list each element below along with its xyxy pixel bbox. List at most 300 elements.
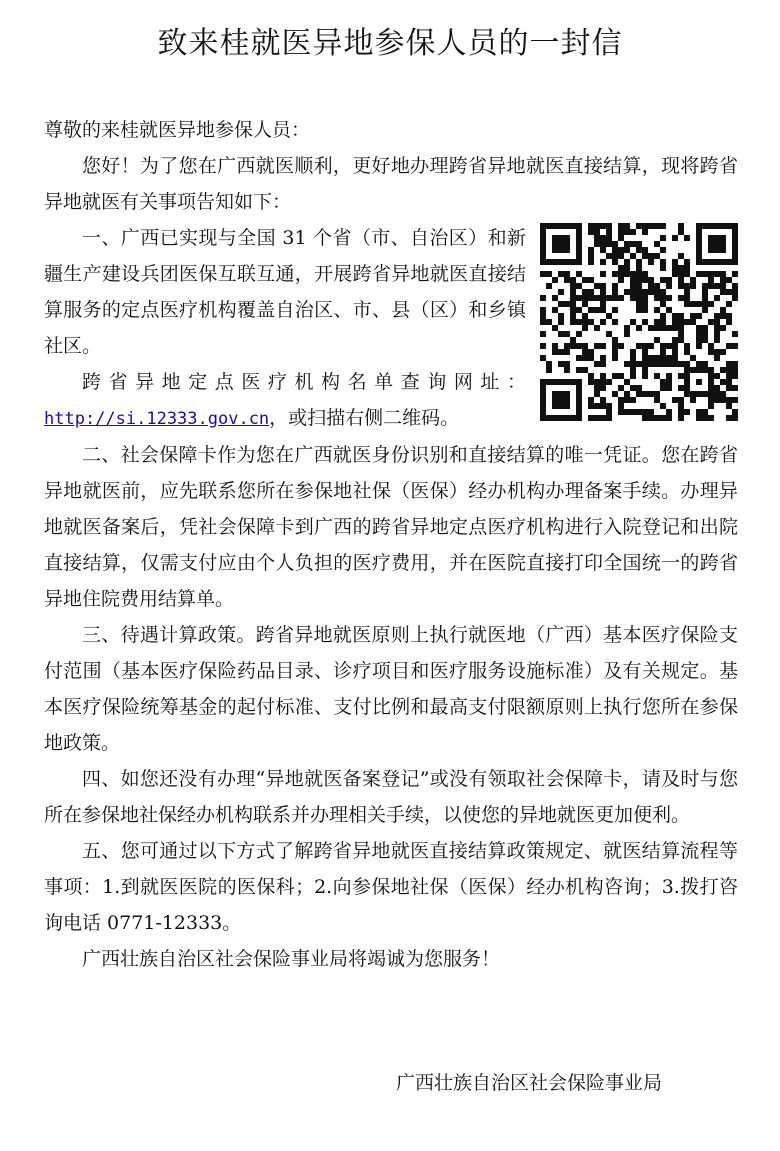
qr-module bbox=[666, 361, 672, 367]
qr-module bbox=[612, 349, 618, 355]
qr-module bbox=[552, 397, 558, 403]
qr-module bbox=[624, 271, 630, 277]
qr-module bbox=[732, 289, 738, 295]
qr-module bbox=[660, 235, 666, 241]
qr-module bbox=[708, 271, 714, 277]
qr-module bbox=[588, 355, 594, 361]
qr-module bbox=[594, 325, 600, 331]
intro-paragraph: 您好！为了您在广西就医顺利，更好地办理跨省异地就医直接结算，现将跨省异地就医有关事项告知如下： bbox=[44, 155, 738, 213]
qr-module bbox=[552, 295, 558, 301]
qr-module bbox=[678, 277, 684, 283]
qr-module bbox=[678, 283, 684, 289]
qr-module bbox=[582, 277, 588, 283]
qr-module bbox=[696, 253, 702, 259]
qr-module bbox=[540, 385, 546, 391]
qr-module bbox=[648, 253, 654, 259]
qr-module bbox=[540, 379, 546, 385]
qr-module bbox=[726, 289, 732, 295]
qr-module bbox=[636, 385, 642, 391]
qr-module bbox=[630, 397, 636, 403]
qr-module bbox=[636, 325, 642, 331]
qr-module bbox=[654, 397, 660, 403]
qr-module bbox=[696, 301, 702, 307]
qr-module bbox=[636, 343, 642, 349]
qr-module bbox=[594, 391, 600, 397]
qr-module bbox=[612, 319, 618, 325]
qr-module bbox=[630, 271, 636, 277]
qr-module bbox=[576, 319, 582, 325]
qr-code-graphic bbox=[540, 223, 738, 421]
qr-module bbox=[714, 271, 720, 277]
qr-module bbox=[636, 409, 642, 415]
qr-module bbox=[600, 361, 606, 367]
qr-module bbox=[714, 373, 720, 379]
qr-module bbox=[714, 313, 720, 319]
qr-module bbox=[702, 409, 708, 415]
qr-module bbox=[720, 379, 726, 385]
qr-module bbox=[648, 409, 654, 415]
qr-module bbox=[702, 391, 708, 397]
qr-module bbox=[570, 259, 576, 265]
qr-module bbox=[690, 277, 696, 283]
qr-module bbox=[564, 247, 570, 253]
qr-module bbox=[714, 241, 720, 247]
qr-module bbox=[690, 355, 696, 361]
qr-module bbox=[690, 391, 696, 397]
qr-module bbox=[600, 343, 606, 349]
qr-module bbox=[648, 325, 654, 331]
qr-module bbox=[630, 283, 636, 289]
qr-module bbox=[702, 259, 708, 265]
qr-module bbox=[690, 367, 696, 373]
qr-module bbox=[624, 379, 630, 385]
qr-module bbox=[558, 313, 564, 319]
qr-module bbox=[720, 235, 726, 241]
qr-module bbox=[678, 319, 684, 325]
qr-module bbox=[708, 403, 714, 409]
qr-module bbox=[672, 271, 678, 277]
qr-module bbox=[576, 397, 582, 403]
qr-module bbox=[672, 313, 678, 319]
qr-module bbox=[540, 319, 546, 325]
qr-module bbox=[612, 241, 618, 247]
qr-module bbox=[570, 337, 576, 343]
qr-module bbox=[636, 271, 642, 277]
qr-module bbox=[624, 331, 630, 337]
qr-module bbox=[696, 259, 702, 265]
qr-module bbox=[726, 403, 732, 409]
qr-module bbox=[552, 391, 558, 397]
qr-module bbox=[672, 355, 678, 361]
qr-module bbox=[726, 343, 732, 349]
qr-module bbox=[666, 343, 672, 349]
qr-module bbox=[684, 289, 690, 295]
qr-module bbox=[594, 343, 600, 349]
qr-module bbox=[588, 277, 594, 283]
qr-module bbox=[540, 397, 546, 403]
qr-module bbox=[696, 337, 702, 343]
qr-module bbox=[612, 343, 618, 349]
qr-module bbox=[726, 277, 732, 283]
qr-module bbox=[726, 397, 732, 403]
qr-module bbox=[660, 247, 666, 253]
qr-module bbox=[732, 367, 738, 373]
qr-module bbox=[648, 283, 654, 289]
qr-module bbox=[624, 223, 630, 229]
item-4-paragraph: 四、如您还没有办理“异地就医备案登记”或没有领取社会保障卡，请及时与您所在参保地社保经办机构联系并办理相关手续，以使您的异地就医更加便利。 bbox=[44, 768, 738, 826]
qr-module bbox=[660, 295, 666, 301]
qr-module bbox=[654, 415, 660, 421]
qr-module bbox=[696, 223, 702, 229]
qr-module bbox=[558, 391, 564, 397]
query-url-link[interactable]: http://si.12333.gov.cn bbox=[44, 409, 270, 429]
qr-module bbox=[564, 391, 570, 397]
qr-module bbox=[684, 319, 690, 325]
qr-module bbox=[660, 343, 666, 349]
qr-module bbox=[660, 403, 666, 409]
qr-module bbox=[564, 259, 570, 265]
qr-module bbox=[678, 361, 684, 367]
qr-module bbox=[564, 349, 570, 355]
qr-module bbox=[576, 367, 582, 373]
qr-module bbox=[618, 373, 624, 379]
qr-module bbox=[642, 295, 648, 301]
qr-module bbox=[630, 229, 636, 235]
qr-module bbox=[678, 415, 684, 421]
qr-module bbox=[600, 283, 606, 289]
qr-module bbox=[672, 397, 678, 403]
qr-module bbox=[714, 319, 720, 325]
qr-module bbox=[600, 247, 606, 253]
qr-module bbox=[702, 307, 708, 313]
qr-module bbox=[630, 289, 636, 295]
qr-module bbox=[546, 367, 552, 373]
qr-module bbox=[648, 415, 654, 421]
qr-module bbox=[546, 271, 552, 277]
qr-module bbox=[702, 283, 708, 289]
qr-module bbox=[624, 241, 630, 247]
qr-module bbox=[708, 343, 714, 349]
qr-module bbox=[714, 259, 720, 265]
qr-module bbox=[648, 343, 654, 349]
qr-module bbox=[582, 367, 588, 373]
qr-module bbox=[702, 415, 708, 421]
qr-module bbox=[588, 349, 594, 355]
item-1-paragraph: 一、广西已实现与全国 31 个省（市、自治区）和新疆生产建设兵团医保互联互通，开展跨省异地就医直接结算服务的定点医疗机构覆盖自治区、市、县（区）和乡镇社区。 bbox=[44, 227, 526, 357]
qr-module bbox=[546, 361, 552, 367]
qr-module bbox=[642, 301, 648, 307]
qr-module bbox=[702, 331, 708, 337]
qr-module bbox=[636, 295, 642, 301]
qr-module bbox=[600, 223, 606, 229]
qr-module bbox=[660, 325, 666, 331]
qr-module bbox=[624, 409, 630, 415]
qr-module bbox=[678, 295, 684, 301]
qr-code-icon[interactable] bbox=[540, 223, 738, 421]
qr-module bbox=[552, 403, 558, 409]
qr-module bbox=[648, 361, 654, 367]
qr-module bbox=[576, 295, 582, 301]
qr-module bbox=[594, 307, 600, 313]
qr-module bbox=[558, 349, 564, 355]
qr-module bbox=[600, 397, 606, 403]
qr-module bbox=[582, 295, 588, 301]
qr-module bbox=[666, 295, 672, 301]
qr-module bbox=[582, 343, 588, 349]
qr-module bbox=[642, 367, 648, 373]
qr-module bbox=[576, 391, 582, 397]
qr-module bbox=[600, 301, 606, 307]
qr-module bbox=[654, 325, 660, 331]
qr-module bbox=[732, 229, 738, 235]
qr-module bbox=[558, 235, 564, 241]
qr-module bbox=[642, 229, 648, 235]
qr-module bbox=[540, 295, 546, 301]
qr-module bbox=[654, 373, 660, 379]
qr-module bbox=[618, 295, 624, 301]
qr-module bbox=[702, 361, 708, 367]
qr-module bbox=[642, 289, 648, 295]
qr-module bbox=[576, 403, 582, 409]
qr-module bbox=[552, 223, 558, 229]
qr-module bbox=[696, 379, 702, 385]
qr-module bbox=[732, 415, 738, 421]
qr-module bbox=[684, 361, 690, 367]
qr-module bbox=[612, 373, 618, 379]
qr-module bbox=[624, 397, 630, 403]
qr-module bbox=[606, 253, 612, 259]
qr-module bbox=[720, 391, 726, 397]
qr-module bbox=[552, 325, 558, 331]
qr-module bbox=[588, 373, 594, 379]
qr-module bbox=[720, 271, 726, 277]
qr-module bbox=[600, 403, 606, 409]
qr-module bbox=[558, 379, 564, 385]
qr-module bbox=[642, 271, 648, 277]
qr-module bbox=[672, 361, 678, 367]
query-label: 跨省异地定点医疗机构名单查询网址： bbox=[82, 371, 526, 393]
qr-module bbox=[678, 253, 684, 259]
qr-module bbox=[648, 223, 654, 229]
qr-module bbox=[570, 295, 576, 301]
qr-module bbox=[726, 223, 732, 229]
qr-module bbox=[696, 361, 702, 367]
qr-module bbox=[642, 319, 648, 325]
qr-module bbox=[636, 283, 642, 289]
qr-module bbox=[714, 385, 720, 391]
qr-module bbox=[612, 271, 618, 277]
qr-module bbox=[672, 325, 678, 331]
qr-module bbox=[636, 289, 642, 295]
qr-module bbox=[600, 415, 606, 421]
qr-module bbox=[570, 379, 576, 385]
qr-module bbox=[558, 397, 564, 403]
qr-module bbox=[618, 409, 624, 415]
qr-module bbox=[540, 313, 546, 319]
qr-module bbox=[720, 367, 726, 373]
qr-module bbox=[576, 259, 582, 265]
qr-module bbox=[558, 403, 564, 409]
qr-module bbox=[588, 229, 594, 235]
qr-module bbox=[654, 295, 660, 301]
qr-module bbox=[582, 349, 588, 355]
qr-module bbox=[552, 235, 558, 241]
qr-module bbox=[630, 385, 636, 391]
qr-module bbox=[576, 223, 582, 229]
qr-module bbox=[678, 313, 684, 319]
qr-module bbox=[552, 349, 558, 355]
qr-module bbox=[546, 319, 552, 325]
qr-module bbox=[606, 235, 612, 241]
qr-module bbox=[546, 259, 552, 265]
qr-module bbox=[606, 415, 612, 421]
qr-module bbox=[618, 403, 624, 409]
qr-module bbox=[666, 325, 672, 331]
qr-module bbox=[702, 295, 708, 301]
qr-module bbox=[702, 289, 708, 295]
qr-module bbox=[726, 373, 732, 379]
closing-paragraph: 广西壮族自治区社会保险事业局将竭诚为您服务！ bbox=[82, 948, 501, 970]
qr-module bbox=[732, 223, 738, 229]
qr-module bbox=[564, 367, 570, 373]
qr-module bbox=[672, 235, 678, 241]
qr-module bbox=[708, 319, 714, 325]
qr-module bbox=[576, 379, 582, 385]
qr-module bbox=[594, 295, 600, 301]
qr-module bbox=[570, 343, 576, 349]
qr-module bbox=[720, 397, 726, 403]
qr-module bbox=[576, 247, 582, 253]
qr-module bbox=[642, 361, 648, 367]
qr-module bbox=[678, 331, 684, 337]
qr-module bbox=[588, 379, 594, 385]
qr-module bbox=[702, 325, 708, 331]
qr-module bbox=[714, 235, 720, 241]
qr-module bbox=[588, 319, 594, 325]
qr-module bbox=[624, 361, 630, 367]
qr-module bbox=[642, 277, 648, 283]
qr-module bbox=[642, 223, 648, 229]
qr-module bbox=[618, 397, 624, 403]
qr-module bbox=[606, 229, 612, 235]
qr-module bbox=[540, 229, 546, 235]
qr-module bbox=[624, 325, 630, 331]
qr-module bbox=[654, 361, 660, 367]
qr-module bbox=[666, 355, 672, 361]
qr-module bbox=[696, 331, 702, 337]
qr-module bbox=[588, 223, 594, 229]
qr-module bbox=[564, 223, 570, 229]
qr-module bbox=[636, 361, 642, 367]
qr-module bbox=[576, 235, 582, 241]
qr-module bbox=[600, 259, 606, 265]
qr-module bbox=[660, 301, 666, 307]
qr-module bbox=[702, 337, 708, 343]
qr-module bbox=[714, 397, 720, 403]
qr-module bbox=[696, 325, 702, 331]
qr-module bbox=[552, 259, 558, 265]
qr-module bbox=[714, 295, 720, 301]
qr-module bbox=[732, 385, 738, 391]
qr-module bbox=[660, 313, 666, 319]
qr-module bbox=[720, 289, 726, 295]
qr-module bbox=[672, 343, 678, 349]
qr-module bbox=[582, 319, 588, 325]
qr-module bbox=[540, 259, 546, 265]
qr-module bbox=[546, 379, 552, 385]
qr-module bbox=[618, 223, 624, 229]
qr-module bbox=[600, 373, 606, 379]
qr-module bbox=[696, 343, 702, 349]
qr-module bbox=[702, 223, 708, 229]
qr-module bbox=[630, 241, 636, 247]
qr-module bbox=[714, 337, 720, 343]
qr-module bbox=[684, 283, 690, 289]
qr-module bbox=[720, 325, 726, 331]
qr-module bbox=[720, 349, 726, 355]
qr-module bbox=[720, 223, 726, 229]
qr-module bbox=[720, 283, 726, 289]
qr-module bbox=[684, 379, 690, 385]
qr-module bbox=[708, 301, 714, 307]
qr-module bbox=[732, 235, 738, 241]
qr-module bbox=[630, 253, 636, 259]
qr-module bbox=[720, 259, 726, 265]
qr-module bbox=[570, 283, 576, 289]
qr-module bbox=[708, 223, 714, 229]
qr-module bbox=[732, 241, 738, 247]
qr-module bbox=[552, 415, 558, 421]
qr-module bbox=[540, 271, 546, 277]
qr-module bbox=[678, 337, 684, 343]
qr-module bbox=[570, 313, 576, 319]
qr-module bbox=[618, 277, 624, 283]
qr-module bbox=[558, 271, 564, 277]
qr-module bbox=[732, 409, 738, 415]
qr-module bbox=[576, 271, 582, 277]
qr-module bbox=[726, 259, 732, 265]
qr-module bbox=[636, 247, 642, 253]
salutation: 尊敬的来桂就医异地参保人员： bbox=[44, 119, 311, 141]
qr-module bbox=[588, 403, 594, 409]
qr-module bbox=[588, 253, 594, 259]
qr-module bbox=[648, 259, 654, 265]
qr-module bbox=[552, 343, 558, 349]
qr-module bbox=[720, 307, 726, 313]
qr-module bbox=[726, 313, 732, 319]
qr-module bbox=[726, 415, 732, 421]
qr-module bbox=[708, 235, 714, 241]
qr-module bbox=[690, 283, 696, 289]
qr-module bbox=[564, 301, 570, 307]
qr-module bbox=[540, 343, 546, 349]
qr-module bbox=[552, 247, 558, 253]
qr-module bbox=[696, 415, 702, 421]
qr-module bbox=[732, 271, 738, 277]
qr-module bbox=[666, 277, 672, 283]
qr-module bbox=[696, 235, 702, 241]
qr-module bbox=[642, 343, 648, 349]
qr-module bbox=[630, 277, 636, 283]
qr-module bbox=[636, 241, 642, 247]
qr-module bbox=[696, 271, 702, 277]
qr-module bbox=[642, 247, 648, 253]
qr-module bbox=[582, 289, 588, 295]
qr-module bbox=[696, 313, 702, 319]
qr-module bbox=[570, 277, 576, 283]
qr-module bbox=[732, 259, 738, 265]
qr-module bbox=[594, 379, 600, 385]
